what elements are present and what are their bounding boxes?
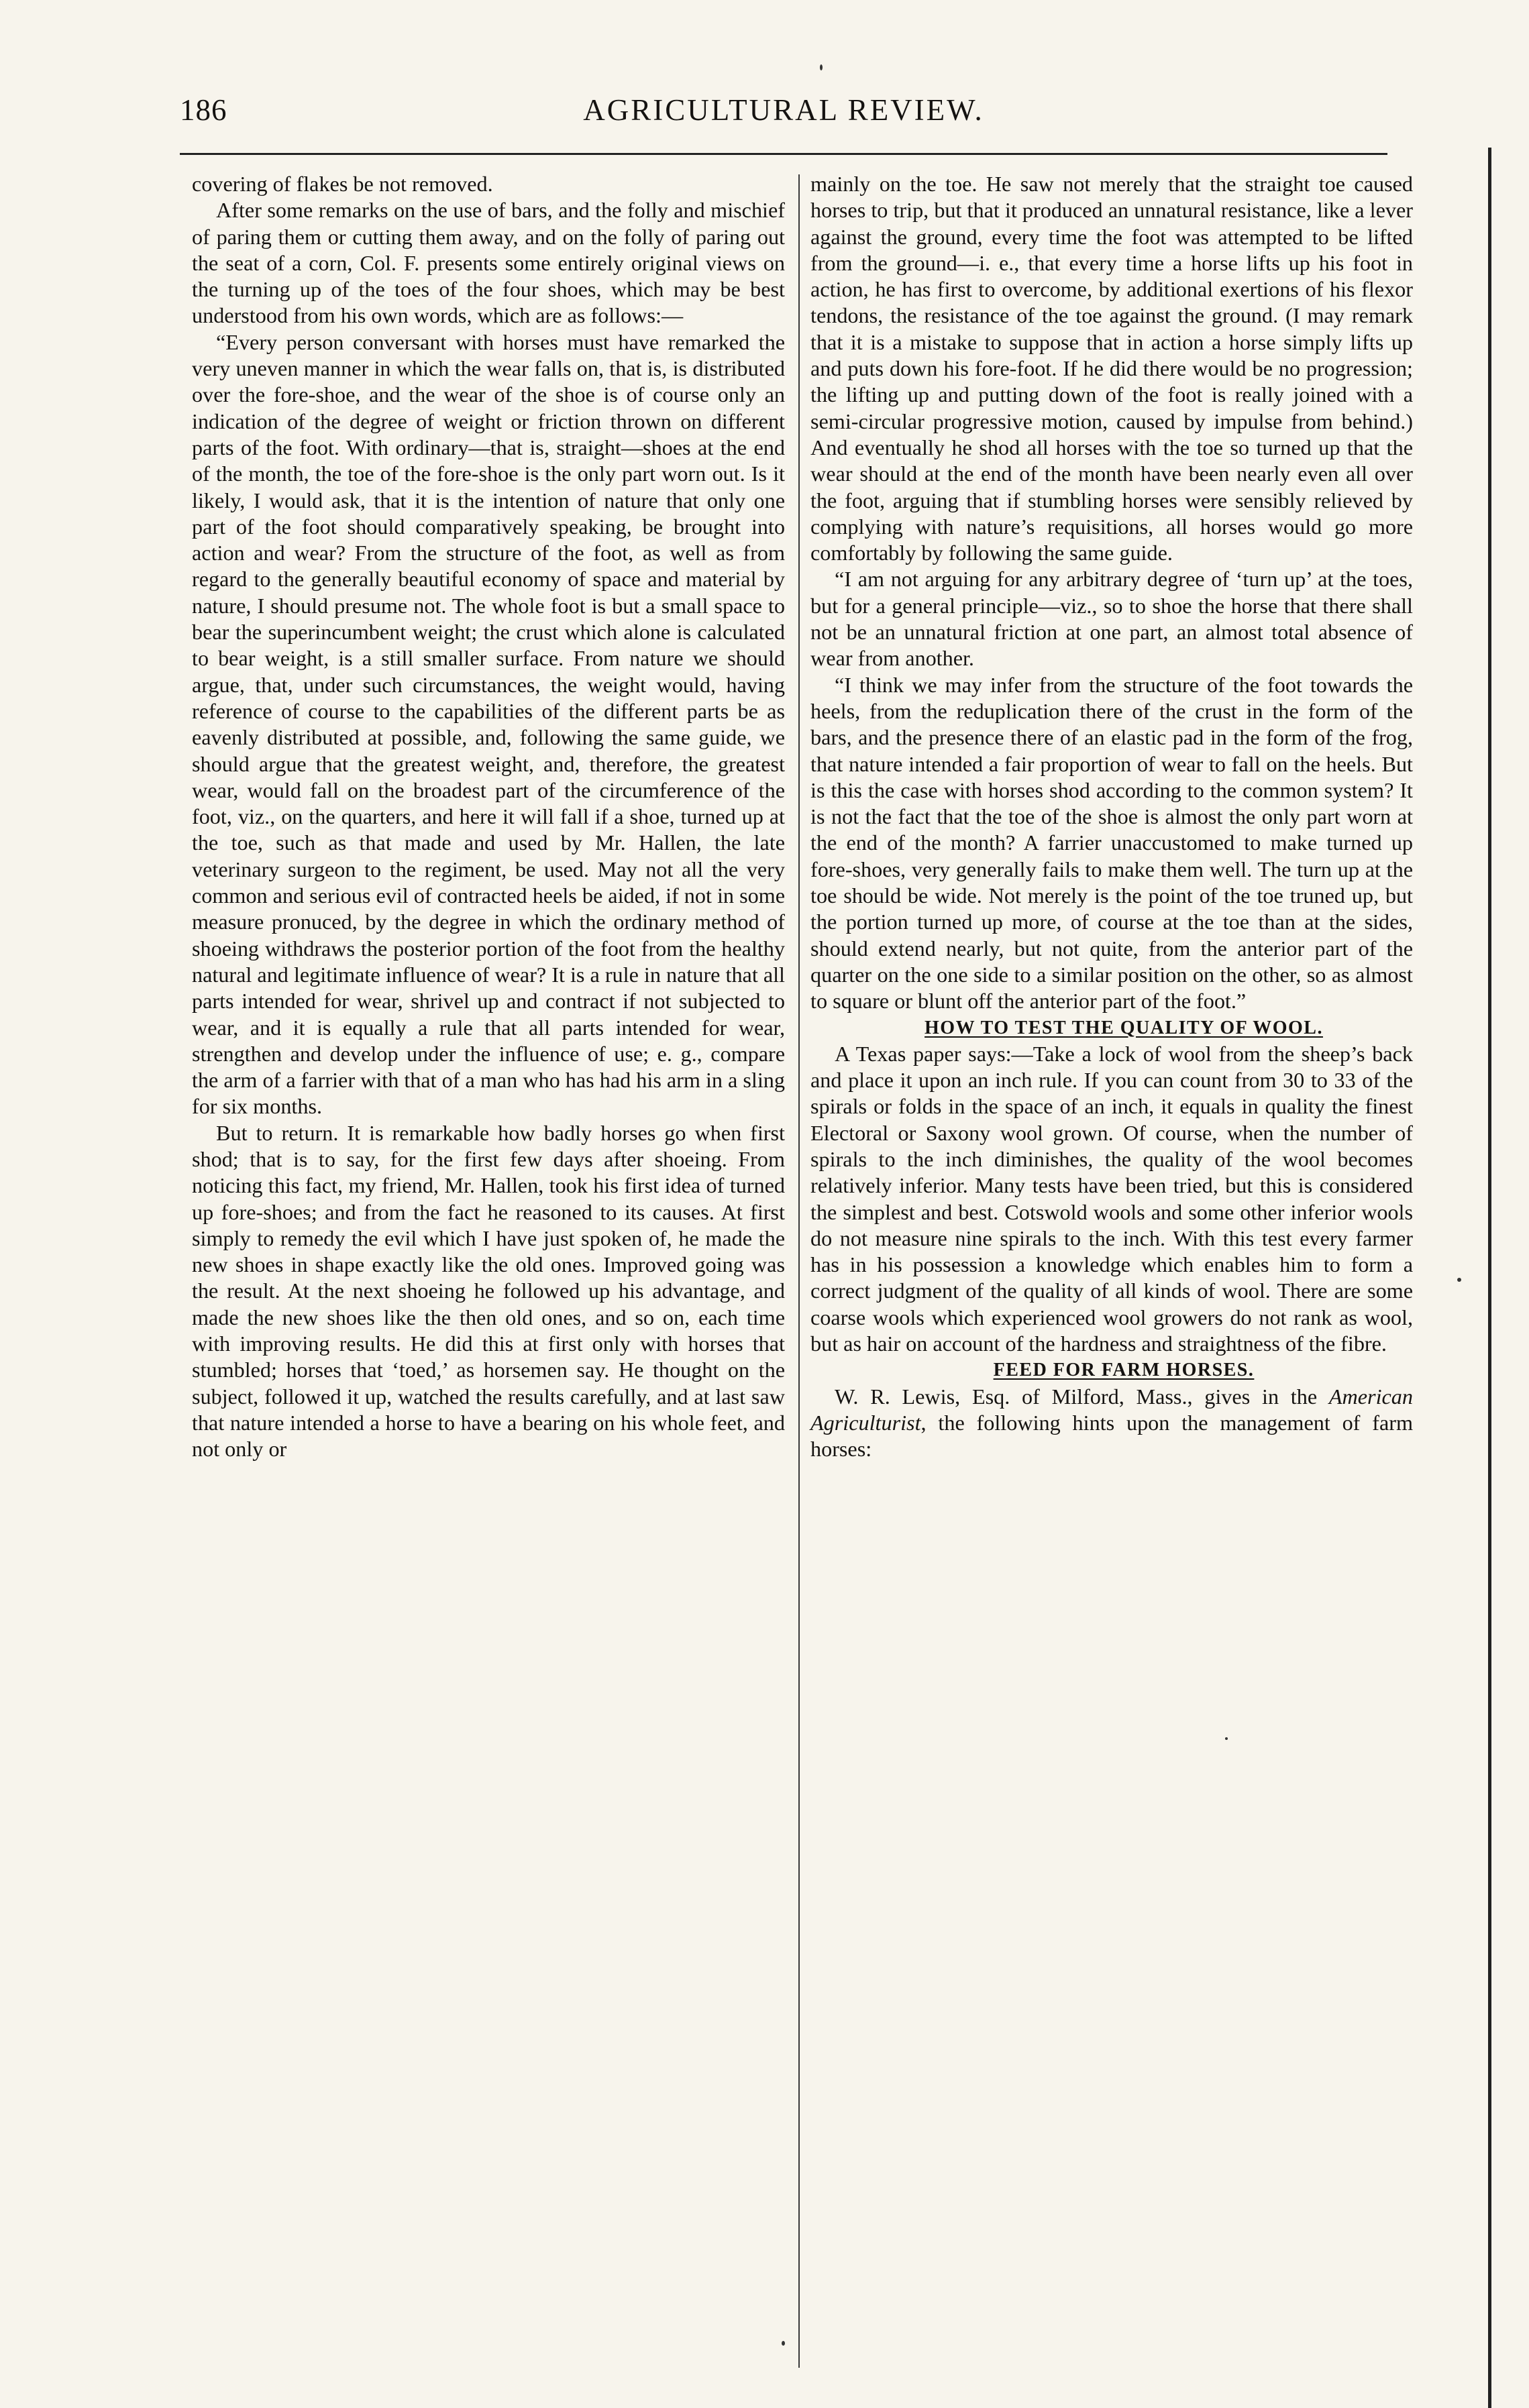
print-speck — [1457, 1278, 1461, 1282]
print-speck — [820, 64, 823, 70]
paragraph: covering of flakes be not removed. — [192, 172, 493, 196]
print-speck — [782, 2341, 785, 2346]
paragraph: “I think we may infer from the structure of the foot towards the heels, from the reduplication there of the crust in the form of the bars, and the presence there of an elastic pad in the form of the frog, that nature intended a fair proportion of wear to fall on the heels. But is this the case with horses shod according to the common system? It is not the fact that the toe of the shoe is almost the only part worn at the end of the month? A farrier unaccustomed to make turned up fore-shoes, very generally fails to make them well. The turn up at the toe should be wide. Not merely is the point of the toe truned up, but the portion turned up more, of course at the toe than at the sides, should extend nearly, but not quite, from the anterior part of the quarter on the one side to a similar position on the other, so as almost to square or blunt off the anterior part of the foot.” — [810, 672, 1413, 1014]
page-edge-line — [1488, 148, 1491, 2408]
running-title: AGRICULTURAL REVIEW. — [583, 93, 984, 127]
wool-section-paragraph: A Texas paper says:—Take a lock of wool from the sheep’s back and place it upon an inch rule. If you can count from 30 to 33 of the spirals or folds in the space of an inch, it equals in quality the finest Electoral or Saxony wool grown. Of course, when the number of spirals to the inch diminishes, the quality of the wool becomes relatively inferior. Many tests have been tried, but this is considered the simplest and best. Cotswold wools and some other inferior wools do not measure nine spirals to the inch. With this test every farmer has in his possession a knowledge which enables him to form a correct judgment of the quality of all kinds of wool. There are some coarse wools which experienced wool growers do not rank as wool, but as hair on account of the hardness and straightness of the fibre. — [810, 1041, 1413, 1356]
horses-section-heading: FEED FOR FARM HORSES. — [993, 1360, 1255, 1381]
page-number: 186 — [180, 93, 227, 127]
left-column — [192, 171, 785, 1463]
header-rule — [180, 153, 1387, 155]
print-speck — [1225, 1737, 1228, 1740]
paragraph: After some remarks on the use of bars, and the folly and mischief of paring them or cutting them away, and on the folly of paring out the seat of a corn, Col. F. presents some entirely original views on the turning up of the toes of the four shoes, which may be best understood from his own words, which are as follows:— — [192, 198, 785, 328]
page-header — [180, 93, 1387, 140]
right-column — [810, 171, 1413, 1463]
paragraph: “I am not arguing for any arbitrary degree of ‘turn up’ at the toes, but for a general principle—viz., so to shoe the horse that there shall not be an unnatural friction at one part, an almost total absence of wear from another. — [810, 567, 1413, 671]
paragraph: mainly on the toe. He saw not merely that the straight toe caused horses to trip, but that it produced an unnatural resistance, like a lever against the ground, every time the foot was attempted to be lifted from the ground—i. e., that every time a horse lifts up his foot in action, he has first to overcome, by additional exertions of his flexor tendons, the resistance of the toe against the ground. (I may remark that it is a mistake to suppose that in action a horse simply lifts up and puts down his fore-foot. If he did there would be no progression; the lifting up and putting down of the foot is really joined with a semi-circular progressive motion, caused by impulse from behind.) And eventually he shod all horses with the toe so turned up that the wear should at the end of the month have been nearly even all over the foot, arguing that if stumbling horses were sensibly relieved by complying with nature’s requisitions, all horses would go more comfortably by following the same guide. — [810, 172, 1413, 565]
paragraph: “Every person conversant with horses must have remarked the very uneven manner in which the wear falls on, that is, is distributed over the fore-shoe, and the wear of the shoe is of course only an indication of the degree of weight or friction thrown on different parts of the foot. With ordinary—that is, straight—shoes at the end of the month, the toe of the fore-shoe is the only part worn out. Is it likely, I would ask, that it is the intention of nature that only one part of the foot should comparatively speaking, be brought into action and wear? From the structure of the foot, as well as from regard to the generally beautiful economy of space and material by nature, I should presume not. The whole foot is but a small space to bear the superincumbent weight; the crust which alone is calculated to bear weight, is a still smaller surface. From nature we should argue, that, under such circumstances, the weight would, having reference of course to the capabilities of the different parts be as eavenly distributed at possible, and, following the same guide, we should argue that the greatest weight, and, therefore, the greatest wear, would fall on the broadest part of the circumference of the foot, viz., on the quarters, and here it will fall if a shoe, turned up at the toe, such as that made and used by Mr. Hallen, the late veterinary surgeon to the regiment, be used. May not all the very common and serious evil of contracted heels be aided, if not in some measure pronuced, by the degree in which the ordinary method of shoeing withdraws the posterior portion of the foot from the healthy natural and legitimate influence of wear? It is a rule in nature that all parts intended for wear, shrivel up and contract if not subjected to wear, and it is equally a rule that all parts intended for wear, strengthen and develop under the influence of use; e. g., compare the arm of a farrier with that of a man who has had his arm in a sling for six months. — [192, 329, 786, 1119]
paragraph: But to return. It is remarkable how badly horses go when first shod; that is to say, for the first few days after shoeing. From noticing this fact, my friend, Mr. Hallen, took his first idea of turned up fore-shoes; and from the fact he reasoned to its causes. At first simply to remedy the evil which I have just spoken of, he made the new shoes in shape exactly like the old ones. Improved going was the result. At the next shoeing he followed up his advantage, and made the new shoes like the then old ones, and so on, each time with improving results. He did this at first only with horses that stumbled; horses that ‘toed,’ as horsemen say. He thought on the subject, followed it up, watched the results carefully, and at last saw that nature intended a horse to have a bearing on his whole feet, and not only or — [192, 1120, 785, 1462]
wool-section-heading: HOW TO TEST THE QUALITY OF WOOL. — [925, 1017, 1323, 1038]
publication-title: American Agriculturist — [810, 1384, 1413, 1435]
horses-paragraph-tail: , the following hints upon the management of farm horses: — [810, 1410, 1413, 1462]
horses-section-paragraph — [810, 1384, 1413, 1463]
column-divider — [798, 174, 800, 2368]
horses-paragraph-lead: W. R. Lewis, Esq. of Milford, Mass., gives in the — [835, 1384, 1329, 1409]
